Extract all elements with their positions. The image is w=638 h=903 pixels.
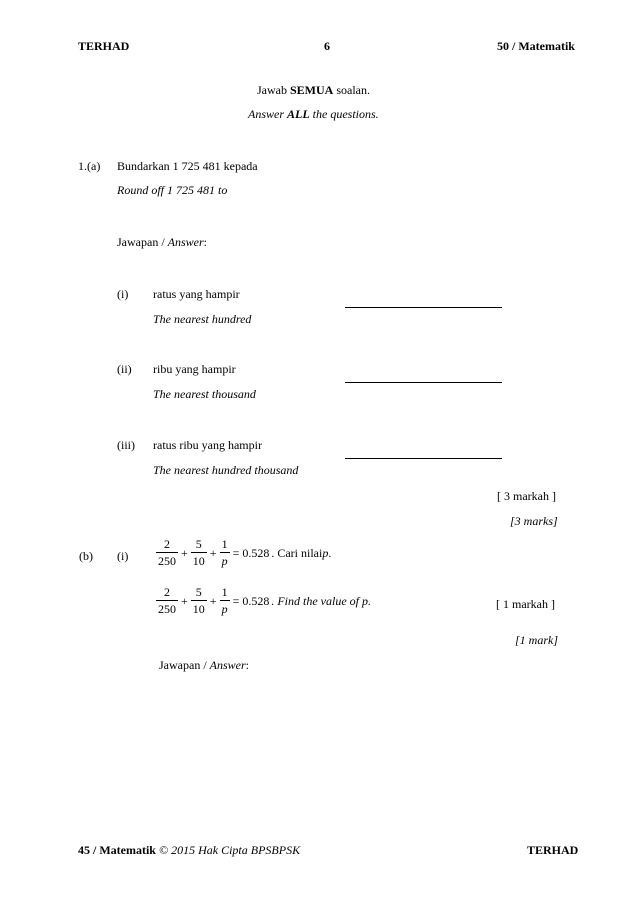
- equation-en: $\frac{2}{250}$ + $\frac{5}{10}$ + $\frac{1}{p}$ = 0.528 . Find the value of p.: [158, 585, 371, 616]
- part-label: (iii): [117, 438, 135, 452]
- answer-blank[interactable]: [345, 448, 502, 463]
- fraction: $\frac{1}{p}$: [221, 585, 228, 616]
- fraction: $\frac{2}{250}$: [158, 537, 176, 568]
- question-1a-text-en: Round off 1 725 481 to: [117, 183, 228, 197]
- part-text-en: The nearest hundred thousand: [153, 463, 299, 477]
- marks-ms: [ 3 markah ]: [497, 489, 556, 503]
- question-1a-text-ms: Bundarkan 1 725 481 kepada: [117, 159, 258, 173]
- part-text-en: The nearest hundred: [153, 312, 252, 326]
- part-text-en: The nearest thousand: [153, 387, 256, 401]
- instruction-en: Answer ALL the questions.: [248, 107, 379, 121]
- part-text-ms: ribu yang hampir: [153, 362, 236, 376]
- part-label: (i): [117, 287, 129, 301]
- marks-en-1b: [1 mark]: [515, 633, 559, 647]
- question-number-1a: 1.(a): [78, 159, 101, 173]
- question-number-1b: (b): [79, 549, 93, 563]
- marks-ms-1b: [ 1 markah ]: [496, 597, 555, 611]
- header-left: TERHAD: [78, 39, 130, 53]
- marks-en: [3 marks]: [510, 514, 558, 528]
- fraction: $\frac{5}{10}$: [192, 585, 205, 616]
- answer-label-1b: Jawapan / Answer:: [159, 658, 249, 672]
- answer-blank[interactable]: [345, 297, 502, 312]
- fraction: $\frac{5}{10}$: [192, 537, 205, 568]
- fraction: $\frac{2}{250}$: [158, 585, 176, 616]
- footer-left: 45 / Matematik © 2015 Hak Cipta BPSBPSK: [78, 843, 301, 857]
- fraction: $\frac{1}{p}$: [221, 537, 228, 568]
- instruction-ms: Jawab SEMUA soalan.: [257, 83, 370, 97]
- part-label: (ii): [117, 362, 132, 376]
- part-text-ms: ratus yang hampir: [153, 287, 240, 301]
- page-number: 6: [324, 39, 330, 53]
- equation-ms: $\frac{2}{250}$ + $\frac{5}{10}$ + $\frac{1}{p}$ = 0.528 . Cari nilai p .: [158, 537, 332, 568]
- part-text-ms: ratus ribu yang hampir: [153, 438, 262, 452]
- answer-blank[interactable]: [345, 372, 502, 387]
- footer-right: TERHAD: [527, 843, 579, 857]
- answer-label-1a: Jawapan / Answer:: [117, 235, 207, 249]
- part-label-1b: (i): [117, 549, 129, 563]
- header-right: 50 / Matematik: [497, 39, 575, 53]
